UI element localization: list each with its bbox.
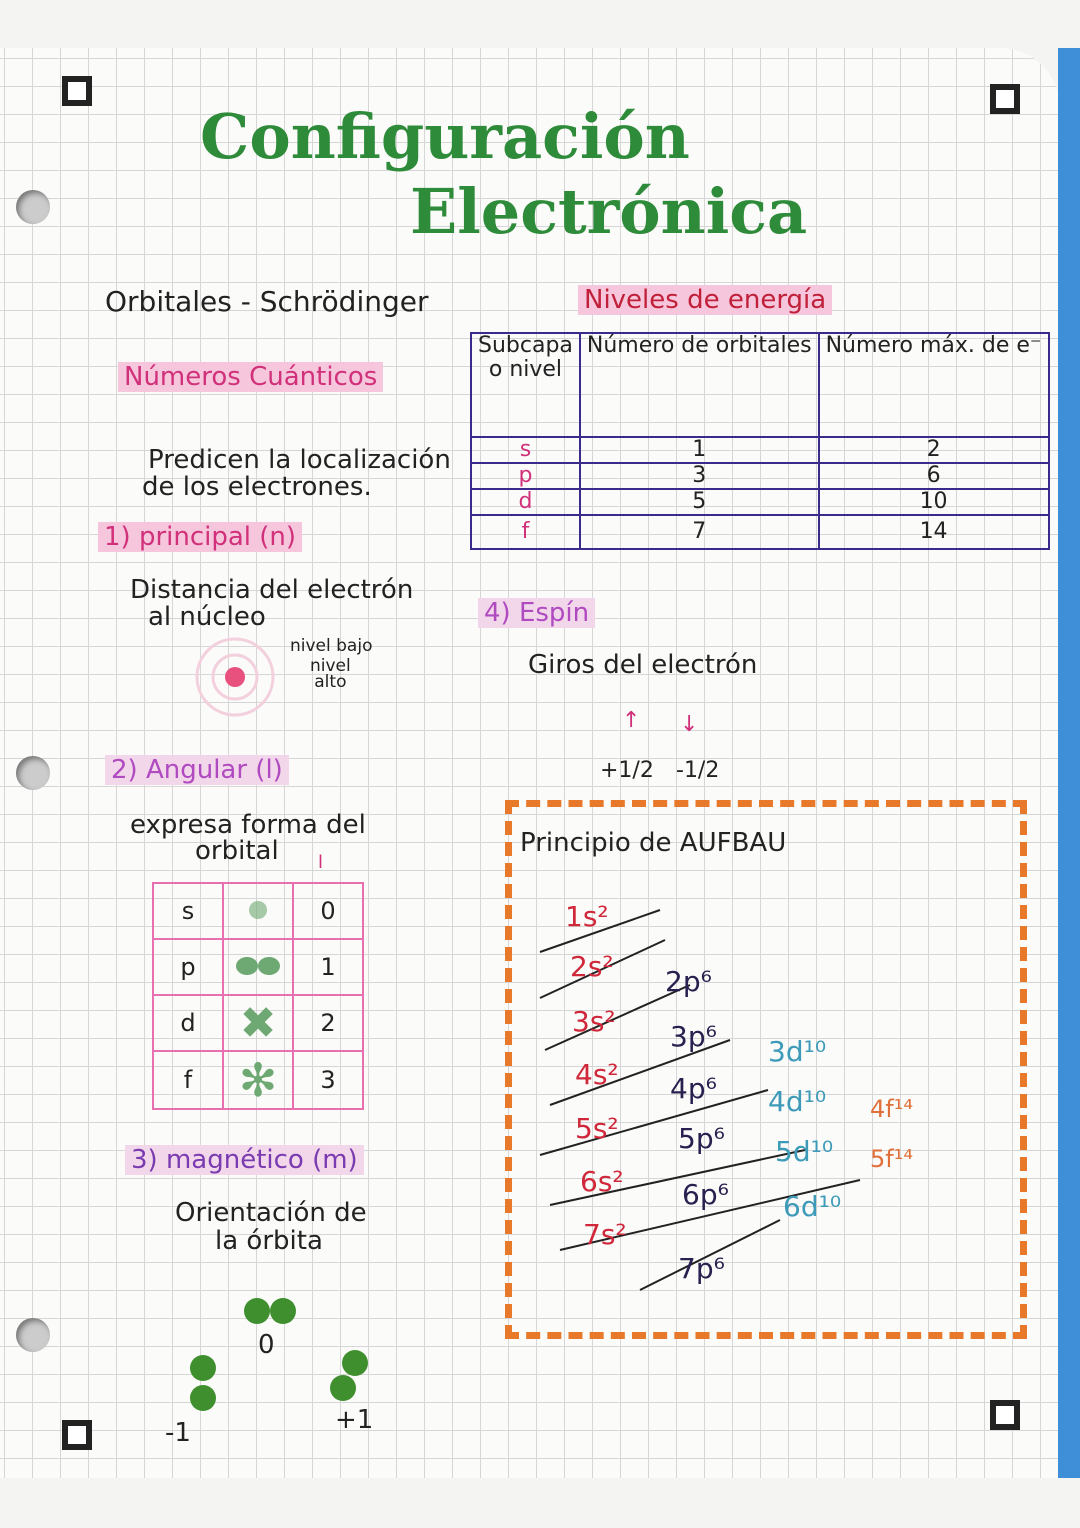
spin-label: 4) Espín [478, 598, 595, 628]
level-high-1: nivel [310, 656, 351, 676]
corner-mark [990, 84, 1020, 114]
cell: 1 [580, 437, 819, 463]
binder-hole [16, 756, 50, 790]
cell: s [471, 437, 580, 463]
aufbau-term: 3d¹⁰ [768, 1035, 827, 1068]
angular-desc: orbital [195, 836, 279, 866]
aufbau-heading: Principio de AUFBAU [520, 828, 787, 858]
aufbau-term: 4f¹⁴ [870, 1095, 913, 1123]
cell: f [471, 515, 580, 549]
m-value: -1 [165, 1418, 191, 1448]
quantum-desc: Predicen la localización [148, 445, 451, 475]
cell: f [153, 1051, 223, 1109]
table-header [471, 333, 1049, 437]
magnetic-label: 3) magnético (m) [125, 1145, 364, 1175]
arrow-down-icon: ↓ [680, 712, 699, 737]
level-low-label: nivel bajo [290, 636, 373, 656]
binder-hole [16, 190, 50, 224]
principal-label: 1) principal (n) [98, 522, 302, 552]
aufbau-term: 2p⁶ [665, 965, 712, 998]
aufbau-term: 6d¹⁰ [783, 1190, 842, 1223]
aufbau-diagonals [500, 880, 960, 1300]
aufbau-term: 2s² [570, 950, 614, 983]
cell: 3 [293, 1051, 363, 1109]
cell: 2 [819, 437, 1049, 463]
d-orbital-shape: ✖ [223, 995, 293, 1051]
header-cell: Subcapa o nivel [471, 333, 580, 437]
cell: 5 [580, 489, 819, 515]
cell: 6 [819, 463, 1049, 489]
binder-hole [16, 1318, 50, 1352]
spin-down: -1/2 [676, 758, 720, 783]
table-row [153, 995, 363, 1051]
corner-mark [990, 1400, 1020, 1430]
page-edge [1058, 48, 1080, 1478]
energy-levels-table [470, 332, 1050, 550]
f-orbital-shape: ✻ [223, 1051, 293, 1109]
aufbau-term: 5d¹⁰ [775, 1135, 834, 1168]
corner-mark [62, 1420, 92, 1450]
m-value: +1 [335, 1405, 374, 1435]
aufbau-term: 6s² [580, 1165, 624, 1198]
cell: s [153, 883, 223, 939]
cell: 0 [293, 883, 363, 939]
cell: 1 [293, 939, 363, 995]
cell: d [471, 489, 580, 515]
spin-up: +1/2 [600, 758, 654, 783]
principal-desc: al núcleo [148, 602, 266, 632]
aufbau-term: 4d¹⁰ [768, 1085, 827, 1118]
corner-mark [62, 76, 92, 106]
atom-diagram [190, 625, 290, 725]
orbitals-heading: Orbitales - Schrödinger [105, 285, 429, 318]
level-high-2: alto [314, 672, 347, 692]
angular-table [152, 882, 364, 1110]
aufbau-term: 5p⁶ [678, 1122, 725, 1155]
cell: 14 [819, 515, 1049, 549]
aufbau-term: 6p⁶ [682, 1178, 729, 1211]
cell: 2 [293, 995, 363, 1051]
header-cell: Número de orbitales [580, 333, 819, 437]
p-orbital-shape [223, 939, 293, 995]
s-orbital-shape [223, 883, 293, 939]
cell: p [153, 939, 223, 995]
cell: d [153, 995, 223, 1051]
table-row [471, 515, 1049, 549]
aufbau-term: 7p⁶ [678, 1252, 725, 1285]
aufbau-term: 5f¹⁴ [870, 1145, 913, 1173]
magnetic-desc: Orientación de [175, 1198, 367, 1228]
aufbau-term: 4s² [575, 1058, 619, 1091]
table-row [153, 1051, 363, 1109]
cell: 7 [580, 515, 819, 549]
principal-desc: Distancia del electrón [130, 575, 414, 605]
aufbau-term: 3p⁶ [670, 1020, 717, 1053]
aufbau-term: 7s² [583, 1218, 627, 1251]
cell: 3 [580, 463, 819, 489]
quantum-heading: Números Cuánticos [118, 362, 383, 392]
header-cell: Número máx. de e⁻ [819, 333, 1049, 437]
spin-desc: Giros del electrón [528, 650, 758, 680]
cell: p [471, 463, 580, 489]
table-row [471, 463, 1049, 489]
table-row [153, 939, 363, 995]
level-high-label [310, 658, 351, 690]
angular-label: 2) Angular (l) [105, 755, 289, 785]
cell: 10 [819, 489, 1049, 515]
angular-desc: expresa forma del [130, 810, 366, 840]
title-line1: Configuración [200, 100, 690, 173]
energy-heading: Niveles de energía [578, 285, 832, 315]
table-row [471, 489, 1049, 515]
m-value: 0 [258, 1330, 275, 1360]
aufbau-term: 4p⁶ [670, 1072, 717, 1105]
aufbau-term: 1s² [565, 900, 609, 933]
quantum-desc: de los electrones. [142, 472, 372, 502]
table-row [153, 883, 363, 939]
title-line2: Electrónica [410, 175, 808, 248]
aufbau-term: 3s² [572, 1005, 616, 1038]
aufbau-term: 5s² [575, 1112, 619, 1145]
arrow-up-icon: ↑ [622, 708, 641, 733]
angular-col: l [318, 852, 324, 873]
table-row [471, 437, 1049, 463]
magnetic-desc: la órbita [215, 1226, 323, 1256]
